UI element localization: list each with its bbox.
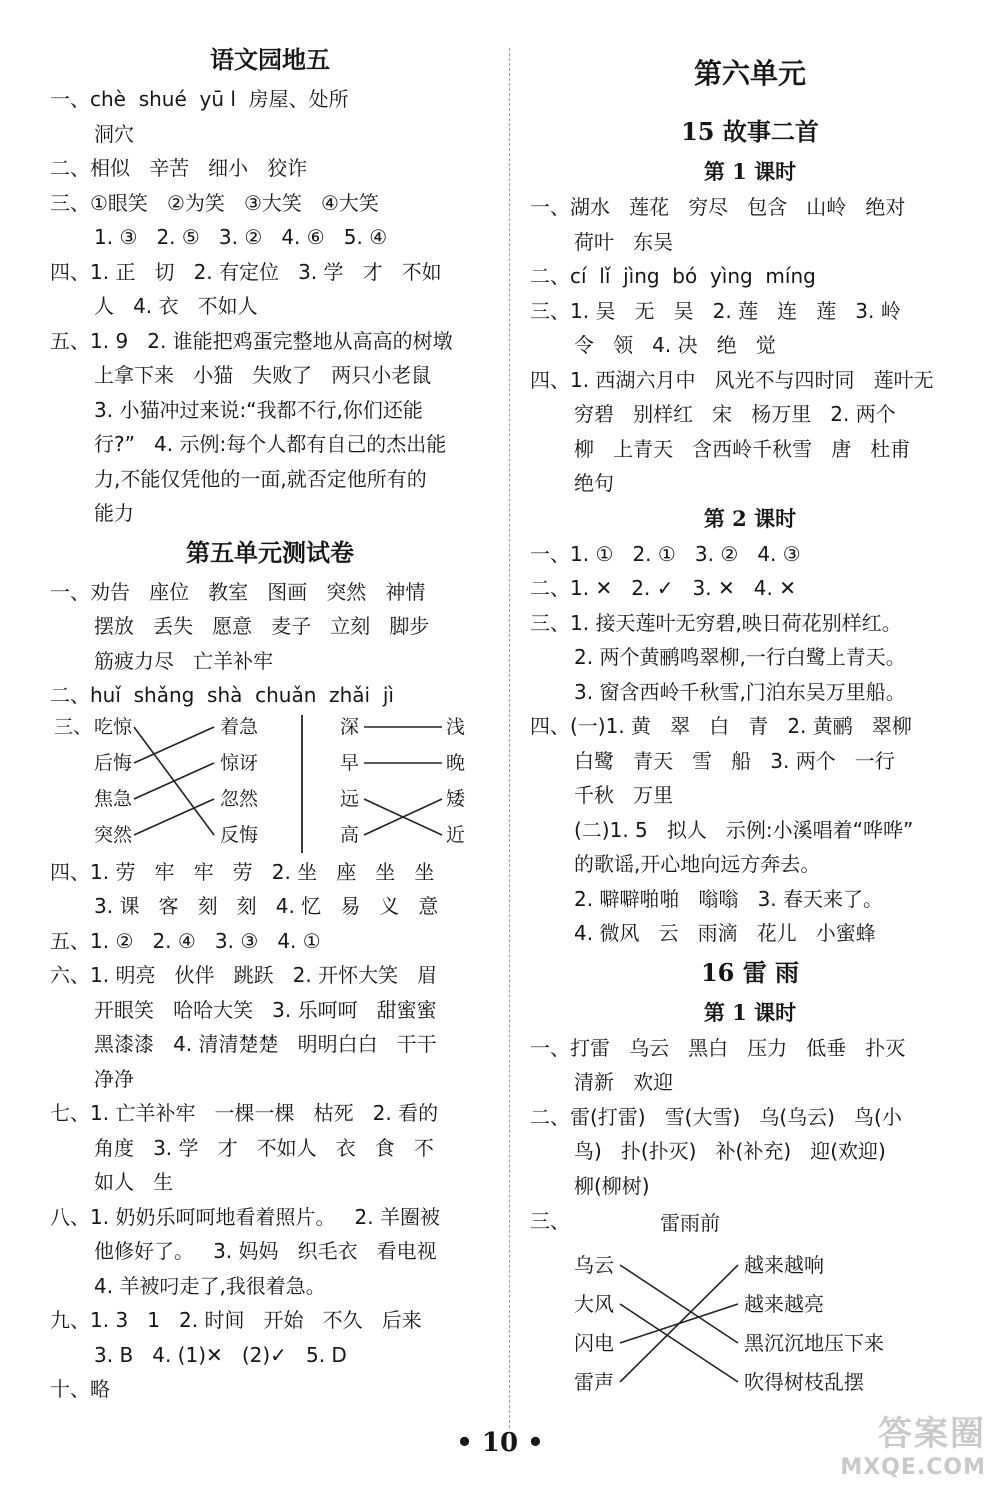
answer-line: 4. 羊被叼走了,我很着急。 (94, 1273, 326, 1298)
answer-line: 七、1. 亡羊补牢 一棵一棵 枯死 2. 看的 (50, 1101, 439, 1125)
test-answers-part1 (50, 575, 490, 713)
answer-line: 3. 课 客 刻 刻 4. 忆 易 义 意 (94, 894, 439, 918)
answer-line: 4. 微风 云 雨滴 花儿 小蜜蜂 (574, 921, 876, 945)
thunder-right-1: 越来越响 (744, 1253, 824, 1277)
thunder-right-2: 越来越亮 (744, 1292, 824, 1316)
match-line (134, 799, 214, 835)
answer-line: 清新 欢迎 (574, 1070, 674, 1094)
match-right-a-1: 深 (340, 715, 360, 738)
answer-line: 2. 两个黄鹂鸣翠柳,一行白鹭上青天。 (574, 645, 906, 669)
match-left-b-1: 着急 (220, 715, 259, 738)
watermark-site: MXQE.COM (840, 1455, 986, 1480)
watermark-main: 答案圈 (878, 1414, 986, 1454)
answer-line: 荷叶 东吴 (574, 229, 674, 254)
thunder-line (620, 1265, 738, 1382)
matching-label: 三、 (54, 715, 93, 738)
lesson-15-period-2-title: 第 2 课时 (703, 505, 797, 531)
lesson-15-period-2-answers (530, 537, 970, 951)
answer-line: 能力 (94, 501, 134, 525)
answer-line: 穷碧 别样红 宋 杨万里 2. 两个 (574, 402, 896, 426)
lesson-15-period-1-answers (530, 190, 970, 501)
match-left-a-1: 吃惊 (94, 715, 133, 738)
answer-line: 角度 3. 学 才 不如人 衣 食 不 (94, 1135, 434, 1160)
answer-line: 四、1. 劳 牢 牢 劳 2. 坐 座 坐 坐 (50, 859, 435, 884)
answer-line: 1. ③ 2. ⑤ 3. ② 4. ⑥ 5. ④ (94, 225, 388, 249)
thunder-left-2: 大风 (574, 1292, 614, 1316)
answer-line: 二、cí lǐ jìng bó yìng míng (530, 264, 816, 288)
answer-line: 的歌谣,开心地向远方奔去。 (574, 852, 821, 876)
unit-title: 第六单元 (693, 57, 806, 90)
right-column (530, 38, 970, 1407)
answer-line: 一、湖水 莲花 穷尽 包含 山岭 绝对 (530, 195, 906, 219)
thunder-line (620, 1304, 738, 1382)
answer-line: 鸟) 扑(扑灭) 补(补充) 迎(欢迎) (574, 1139, 886, 1163)
answer-line: 四、(一)1. 黄 翠 白 青 2. 黄鹂 翠柳 (530, 714, 912, 738)
answer-line: 三、1. 接天莲叶无穷碧,映日荷花别样红。 (530, 610, 902, 635)
answer-line: 筋疲力尽 亡羊补牢 (94, 648, 274, 673)
answer-line: 十、略 (50, 1377, 110, 1401)
match-left-b-4: 反悔 (220, 823, 259, 846)
answer-line: 令 领 4. 决 绝 觉 (574, 333, 776, 357)
lesson-15-title: 15 故事二首 (681, 117, 819, 146)
match-right-a-2: 早 (340, 751, 360, 774)
match-right-b-3: 矮 (446, 787, 466, 810)
answer-line: 开眼笑 哈哈大笑 3. 乐呵呵 甜蜜蜜 (94, 997, 437, 1022)
answer-line: 一、1. ① 2. ① 3. ② 4. ③ (530, 541, 801, 566)
thunder-heading: 雷雨前 (660, 1211, 720, 1235)
answer-line: 洞穴 (94, 121, 134, 146)
answer-line: 力,不能仅凭他的一面,就否定他所有的 (94, 466, 427, 491)
answer-line: 六、1. 明亮 伙伴 跳跃 2. 开怀大笑 眉 (50, 963, 438, 987)
answer-line: 三、1. 吴 无 吴 2. 莲 连 莲 3. 岭 (530, 298, 901, 323)
answer-line: 一、chè shué yū l 房屋、处所 (50, 87, 349, 111)
page-number: • 10 • (456, 1428, 544, 1458)
match-left-b-3: 忽然 (220, 787, 259, 810)
answer-line: 四、1. 正 切 2. 有定位 3. 学 才 不如 (50, 259, 442, 284)
thunder-left-1: 乌云 (574, 1253, 614, 1277)
answer-line: (二)1. 5 拟人 示例:小溪唱着“哗哗” (574, 817, 914, 842)
section-title-garden: 语文园地五 (210, 45, 330, 74)
section-title-unit5-test: 第五单元测试卷 (186, 537, 354, 567)
answer-line: 白鹭 青天 雪 船 3. 两个 一行 (574, 748, 895, 773)
match-line (134, 727, 214, 763)
match-line (134, 763, 214, 799)
match-left-a-3: 焦急 (94, 787, 133, 810)
answer-line: 他修好了。 3. 妈妈 织毛衣 看电视 (94, 1239, 437, 1263)
answer-line: 二、雷(打雷) 雪(大雪) 乌(乌云) 鸟(小 (530, 1104, 902, 1129)
match-right-b-4: 近 (446, 823, 466, 846)
left-column (50, 38, 490, 1407)
thunder-left-4: 雷声 (574, 1370, 614, 1394)
thunder-matching (530, 1203, 970, 1407)
answer-line: 五、1. 9 2. 谁能把鸡蛋完整地从高高的树墩 (50, 328, 453, 353)
answer-line: 一、打雷 乌云 黑白 压力 低垂 扑灭 (530, 1035, 906, 1060)
answer-line: 八、1. 奶奶乐呵呵地看着照片。 2. 羊圈被 (50, 1204, 440, 1229)
answer-line: 摆放 丢失 愿意 麦子 立刻 脚步 (94, 614, 430, 638)
answer-line: 行?” 4. 示例:每个人都有自己的杰出能 (94, 432, 447, 456)
answer-line: 二、相似 辛苦 细小 狡诈 (50, 156, 308, 180)
garden-answers (50, 82, 490, 531)
answer-line: 三、①眼笑 ②为笑 ③大笑 ④大笑 (50, 190, 379, 215)
lesson-16-period-1-answers (530, 1031, 970, 1204)
lesson-15-period-1-title: 第 1 课时 (703, 159, 797, 184)
match-right-b-1: 浅 (446, 715, 466, 738)
column-divider (509, 48, 510, 1428)
thunder-lines (530, 1203, 970, 1407)
answer-line: 二、huǐ shǎng shà chuǎn zhǎi jì (50, 683, 394, 707)
test-answers-part2 (50, 855, 490, 1407)
match-right-b-2: 晚 (446, 751, 466, 774)
answer-line: 3. 窗含西岭千秋雪,门泊东吴万里船。 (574, 679, 906, 704)
answer-line: 九、1. 3 1 2. 时间 开始 不久 后来 (50, 1308, 422, 1332)
answer-line: 柳 上青天 含西岭千秋雪 唐 杜甫 (574, 436, 911, 461)
answer-line: 黑漆漆 4. 清清楚楚 明明白白 干干 (94, 1032, 437, 1056)
watermark-logo (840, 1406, 986, 1480)
match-left-a-2: 后悔 (94, 751, 133, 774)
match-left-b-2: 惊讶 (220, 751, 259, 774)
answer-line: 绝句 (574, 471, 614, 495)
match-right-a-4: 高 (340, 823, 360, 846)
answer-line: 2. 噼噼啪啪 嗡嗡 3. 春天来了。 (574, 886, 884, 911)
answer-line: 3. B 4. (1)✕ (2)✓ 5. D (94, 1342, 347, 1367)
answer-line: 如人 生 (94, 1170, 174, 1194)
answer-line: 人 4. 衣 不如人 (94, 294, 258, 318)
answer-line: 四、1. 西湖六月中 风光不与四时同 莲叶无 (530, 367, 934, 392)
answer-line: 净净 (94, 1066, 134, 1091)
answer-line: 上拿下来 小猫 失败了 两只小老鼠 (94, 363, 432, 387)
match-left-a-4: 突然 (94, 823, 133, 846)
answer-line: 五、1. ② 2. ④ 3. ③ 4. ① (50, 928, 321, 953)
answer-line: 千秋 万里 (574, 783, 674, 807)
match-right-a-3: 远 (340, 787, 360, 810)
thunder-right-4: 吹得树枝乱摆 (744, 1370, 864, 1394)
thunder-right-3: 黑沉沉地压下来 (744, 1331, 884, 1355)
thunder-left-3: 闪电 (574, 1331, 614, 1355)
thunder-label: 三、 (530, 1209, 570, 1233)
matching-lines (50, 713, 490, 855)
matching-exercise (50, 713, 490, 855)
thunder-line (620, 1265, 738, 1343)
answer-line: 一、劝告 座位 教室 图画 突然 神情 (50, 579, 426, 604)
lesson-16-title: 16 雷 雨 (700, 957, 800, 987)
answer-line: 柳(柳树) (574, 1173, 650, 1198)
lesson-16-period-1-title: 第 1 课时 (703, 999, 797, 1025)
answer-line: 二、1. ✕ 2. ✓ 3. ✕ 4. ✕ (530, 576, 797, 600)
answer-line: 3. 小猫冲过来说:“我都不行,你们还能 (94, 397, 423, 422)
